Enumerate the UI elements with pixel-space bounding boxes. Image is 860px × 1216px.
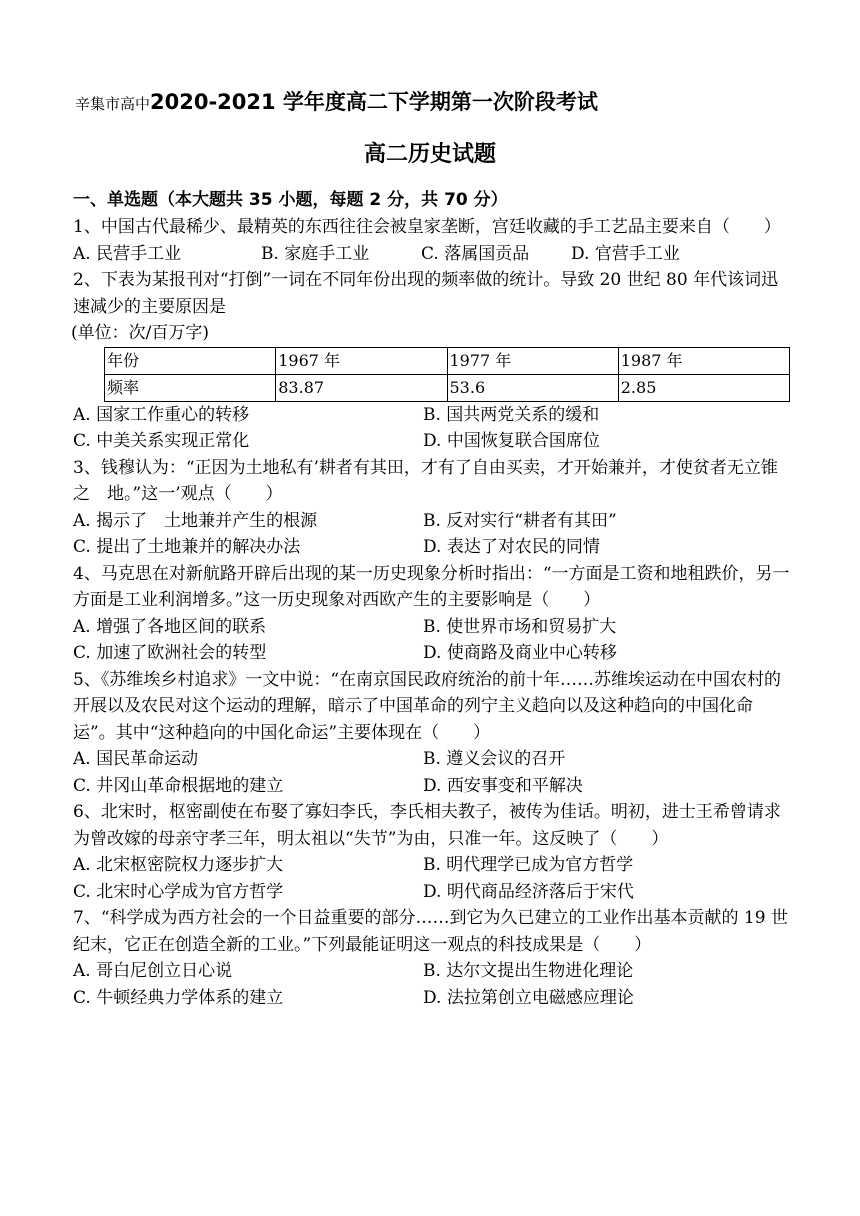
option-d: D. 西安事变和平解决: [423, 775, 583, 796]
question-stem: 4、马克思在对新航路开辟后出现的某一历史现象分析时指出：“一方面是工资和地租跌价，另一方面是工业利润增多。”这一历史现象对西欧产生的主要影响是（ ）: [73, 563, 790, 610]
option-c: C. 落属国贡品: [421, 243, 530, 264]
option-row: [73, 852, 793, 879]
question-4: [73, 561, 793, 667]
option-c: C. 加速了欧洲社会的转型: [73, 643, 267, 663]
option-b: B. 家庭手工业: [261, 243, 370, 264]
question-stem: 1、中国古代最稀少、最精英的东西往往会被皇家垄断，宫廷收藏的手工艺品主要来自（ ）: [73, 217, 781, 237]
option-d: D. 中国恢复联合国席位: [423, 431, 600, 451]
question-1: [73, 214, 793, 267]
section-heading: 一、单选题（本大题共 35 小题，每题 2 分，共 70 分）: [73, 190, 508, 210]
option-row: [73, 958, 793, 985]
option-c: C. 中美关系实现正常化: [73, 431, 250, 451]
table-cell: 2.85: [618, 374, 789, 401]
option-row: [73, 879, 793, 906]
table-cell: 1967 年: [276, 347, 447, 374]
option-d: D. 明代商品经济落后于宋代: [423, 881, 634, 902]
option-row: [73, 241, 793, 268]
question-6: [73, 799, 793, 905]
option-b: B. 达尔文提出生物进化理论: [423, 961, 634, 981]
option-a: A. 民营手工业: [73, 243, 182, 264]
option-d: D. 法拉第创立电磁感应理论: [423, 987, 634, 1008]
question-7: [73, 905, 793, 1011]
question-stem: 6、北宋时，枢密副使在布娶了寡妇李氏，李氏相夫教子，被传为佳话。明初，进士王希曾请求为曾改嫁的母亲守孝三年，明太祖以“失节”为由，只准一年。这反映了（ ）: [73, 802, 781, 849]
question-list: [73, 214, 793, 1011]
table-cell: 年份: [105, 347, 276, 374]
option-row: [73, 640, 793, 667]
option-b: B. 明代理学已成为官方哲学: [423, 855, 634, 875]
option-a: A. 北宋枢密院权力逐步扩大: [73, 855, 284, 875]
question-stem: 7、“科学成为西方社会的一个日益重要的部分……到它为久已建立的工业作出基本贡献的 19 世纪末，它正在创造全新的工业。”下列最能证明这一观点的科技成果是（ ）: [73, 908, 788, 955]
option-b: B. 国共两党关系的缓和: [423, 404, 600, 425]
exam-title: 2020-2021 学年度高二下学期第一次阶段考试: [150, 90, 598, 114]
option-a: A. 揭示了 土地兼并产生的根源: [73, 510, 318, 531]
option-b: B. 反对实行“耕者有其田”: [423, 510, 617, 531]
option-c: C. 牛顿经典力学体系的建立: [73, 987, 284, 1008]
option-a: A. 增强了各地区间的联系: [73, 616, 267, 637]
table-cell: 83.87: [276, 374, 447, 401]
option-c: C. 井冈山革命根据地的建立: [73, 775, 284, 796]
table-cell: 1987 年: [618, 347, 789, 374]
table-cell: 频率: [105, 374, 276, 401]
option-row: [73, 508, 793, 535]
question-2: [73, 267, 793, 455]
option-row: [73, 985, 793, 1012]
header-line: [75, 86, 598, 116]
option-d: D. 使商路及商业中心转移: [423, 643, 617, 663]
frequency-table: [104, 347, 790, 402]
table-cell: 53.6: [447, 374, 618, 401]
option-row: [73, 614, 793, 641]
option-d: D. 官营手工业: [571, 243, 680, 264]
table-cell: 1977 年: [447, 347, 618, 374]
table-unit: (单位：次/百万字): [71, 323, 209, 343]
question-5: [73, 667, 793, 800]
option-row: [73, 773, 793, 800]
subject-title: 高二历史试题: [363, 142, 496, 167]
question-stem: 5、《苏维埃乡村追求》一文中说：“在南京国民政府统治的前十年……苏维埃运动在中国农村的开展以及农民对这个运动的理解，暗示了中国革命的列宁主义趋向以及这种趋向的中国化命运”。其中“这种趋向的中国化命运”主要体现在（ ）: [73, 669, 782, 743]
option-row: [73, 402, 793, 429]
question-stem: 3、钱穆认为：“正因为土地私有’耕者有其田，才有了自由买卖，才开始兼并，才使贫者无立锥之 地。”这一’观点（ ）: [73, 457, 778, 504]
option-b: B. 遵义会议的召开: [423, 749, 566, 769]
table-row: [105, 347, 790, 374]
school-name: 辛集市高中: [75, 95, 151, 113]
option-row: [73, 746, 793, 773]
table-row: [105, 374, 790, 401]
option-row: [73, 428, 793, 455]
option-d: D. 表达了对农民的同情: [423, 537, 600, 557]
option-b: B. 使世界市场和贸易扩大: [423, 616, 617, 637]
option-c: C. 北宋时心学成为官方哲学: [73, 881, 284, 902]
option-c: C. 提出了土地兼并的解决办法: [73, 537, 301, 557]
question-3: [73, 455, 793, 561]
question-stem: 2、下表为某报刊对“打倒”一词在不同年份出现的频率做的统计。导致 20 世纪 80 年代该词迅速减少的主要原因是: [73, 270, 779, 317]
option-a: A. 国家工作重心的转移: [73, 404, 250, 425]
option-a: A. 哥白尼创立日心说: [73, 961, 233, 981]
option-row: [73, 534, 793, 561]
option-a: A. 国民革命运动: [73, 749, 199, 769]
